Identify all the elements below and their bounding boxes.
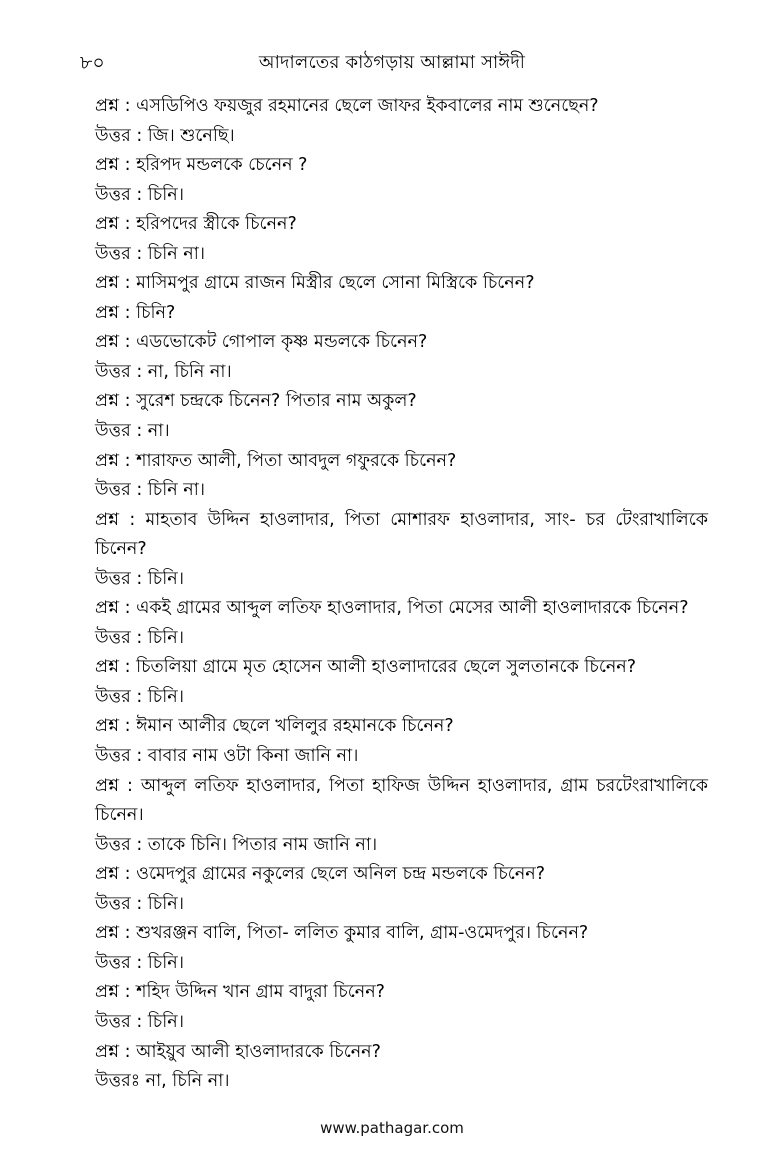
question-line: প্রশ্ন : এসডিপিও ফয়জুর রহমানের ছেলে জাফর ইকবালের নাম শুনেছেন? <box>95 96 599 116</box>
answer-line: উত্তর : না। <box>95 421 170 442</box>
question-line: প্রশ্ন : ওমেদপুর গ্রামের নকুলের ছেলে অনিল চন্দ্র মন্ডলকে চিনেন? <box>95 864 545 885</box>
page-header <box>0 48 784 78</box>
answer-line: উত্তর : চিনি। <box>95 893 184 914</box>
answer-line: উত্তর : চিনি। <box>95 627 184 648</box>
question-line: প্রশ্ন : শহিদ উদ্দিন খান গ্রাম বাদুরা চিনেন? <box>95 982 385 1003</box>
question-line: প্রশ্ন : মাসিমপুর গ্রামে রাজন মিস্ত্রীর ছেলে সোনা মিস্ত্রিকে চিনেন? <box>95 273 535 294</box>
answer-line: উত্তর : চিনি। <box>95 1011 184 1032</box>
answer-line: উত্তর : চিনি। <box>95 952 184 973</box>
answer-line: উত্তর : চিনি না। <box>95 480 206 501</box>
question-line: প্রশ্ন : চিনি? <box>95 302 176 323</box>
question-paragraph: প্রশ্ন : আব্দুল লতিফ হাওলাদার, পিতা হাফিজ উদ্দিন হাওলাদার, গ্রাম চরটেংরাখালিকে চিনেন। <box>95 775 708 826</box>
question-line: প্রশ্ন : শারাফত আলী, পিতা আবদুল গফুরকে চিনেন? <box>95 450 457 471</box>
question-line: প্রশ্ন : আইয়ুব আলী হাওলাদারকে চিনেন? <box>95 1041 381 1062</box>
answer-line: উত্তর : তাকে চিনি। পিতার নাম জানি না। <box>95 834 378 855</box>
question-line: প্রশ্ন : শুখরঞ্জন বালি, পিতা- ললিত কুমার বালি, গ্রাম-ওমেদপুর। চিনেন? <box>95 923 589 944</box>
answer-line: উত্তরঃ না, চিনি না। <box>95 1071 230 1092</box>
page-body <box>76 92 708 1097</box>
answer-line: উত্তর : চিনি। <box>95 568 184 589</box>
question-paragraph: প্রশ্ন : একই গ্রামের আব্দুল লতিফ হাওলাদার, পিতা মেসের আলী হাওলাদারকে চিনেন? <box>95 598 689 619</box>
footer-url: www.pathagar.com <box>320 1119 464 1137</box>
question-line: প্রশ্ন : এডভোকেট গোপাল কৃষ্ণ মন্ডলকে চিনেন? <box>95 332 428 353</box>
page-number: ৮০ <box>80 52 105 74</box>
answer-line: উত্তর : না, চিনি না। <box>95 361 232 382</box>
answer-line: উত্তর : জি। শুনেছি। <box>95 125 235 146</box>
answer-line: উত্তর : চিনি। <box>95 686 184 707</box>
answer-line: উত্তর : চিনি। <box>95 184 184 205</box>
question-line: প্রশ্ন : সুরেশ চন্দ্রকে চিনেন? পিতার নাম অকুল? <box>95 391 417 412</box>
running-title: আদালতের কাঠগড়ায় আল্লামা সাঈদী <box>258 52 526 73</box>
answer-line: উত্তর : চিনি না। <box>95 243 206 264</box>
question-paragraph: প্রশ্ন : মাহতাব উদ্দিন হাওলাদার, পিতা মোশারফ হাওলাদার, সাং- চর টেংরাখালিকে চিনেন? <box>95 509 708 560</box>
question-line: প্রশ্ন : হরিপদের স্ত্রীকে চিনেন? <box>95 214 297 235</box>
question-line: প্রশ্ন : হরিপদ মন্ডলকে চেনেন ? <box>95 155 308 176</box>
question-line: প্রশ্ন : চিতলিয়া গ্রামে মৃত হোসেন আলী হাওলাদারের ছেলে সুলতানকে চিনেন? <box>95 657 637 678</box>
question-line: প্রশ্ন : ঈমান আলীর ছেলে খলিলুর রহমানকে চিনেন? <box>95 716 454 737</box>
answer-line: উত্তর : বাবার নাম ওটা কিনা জানি না। <box>95 746 359 767</box>
